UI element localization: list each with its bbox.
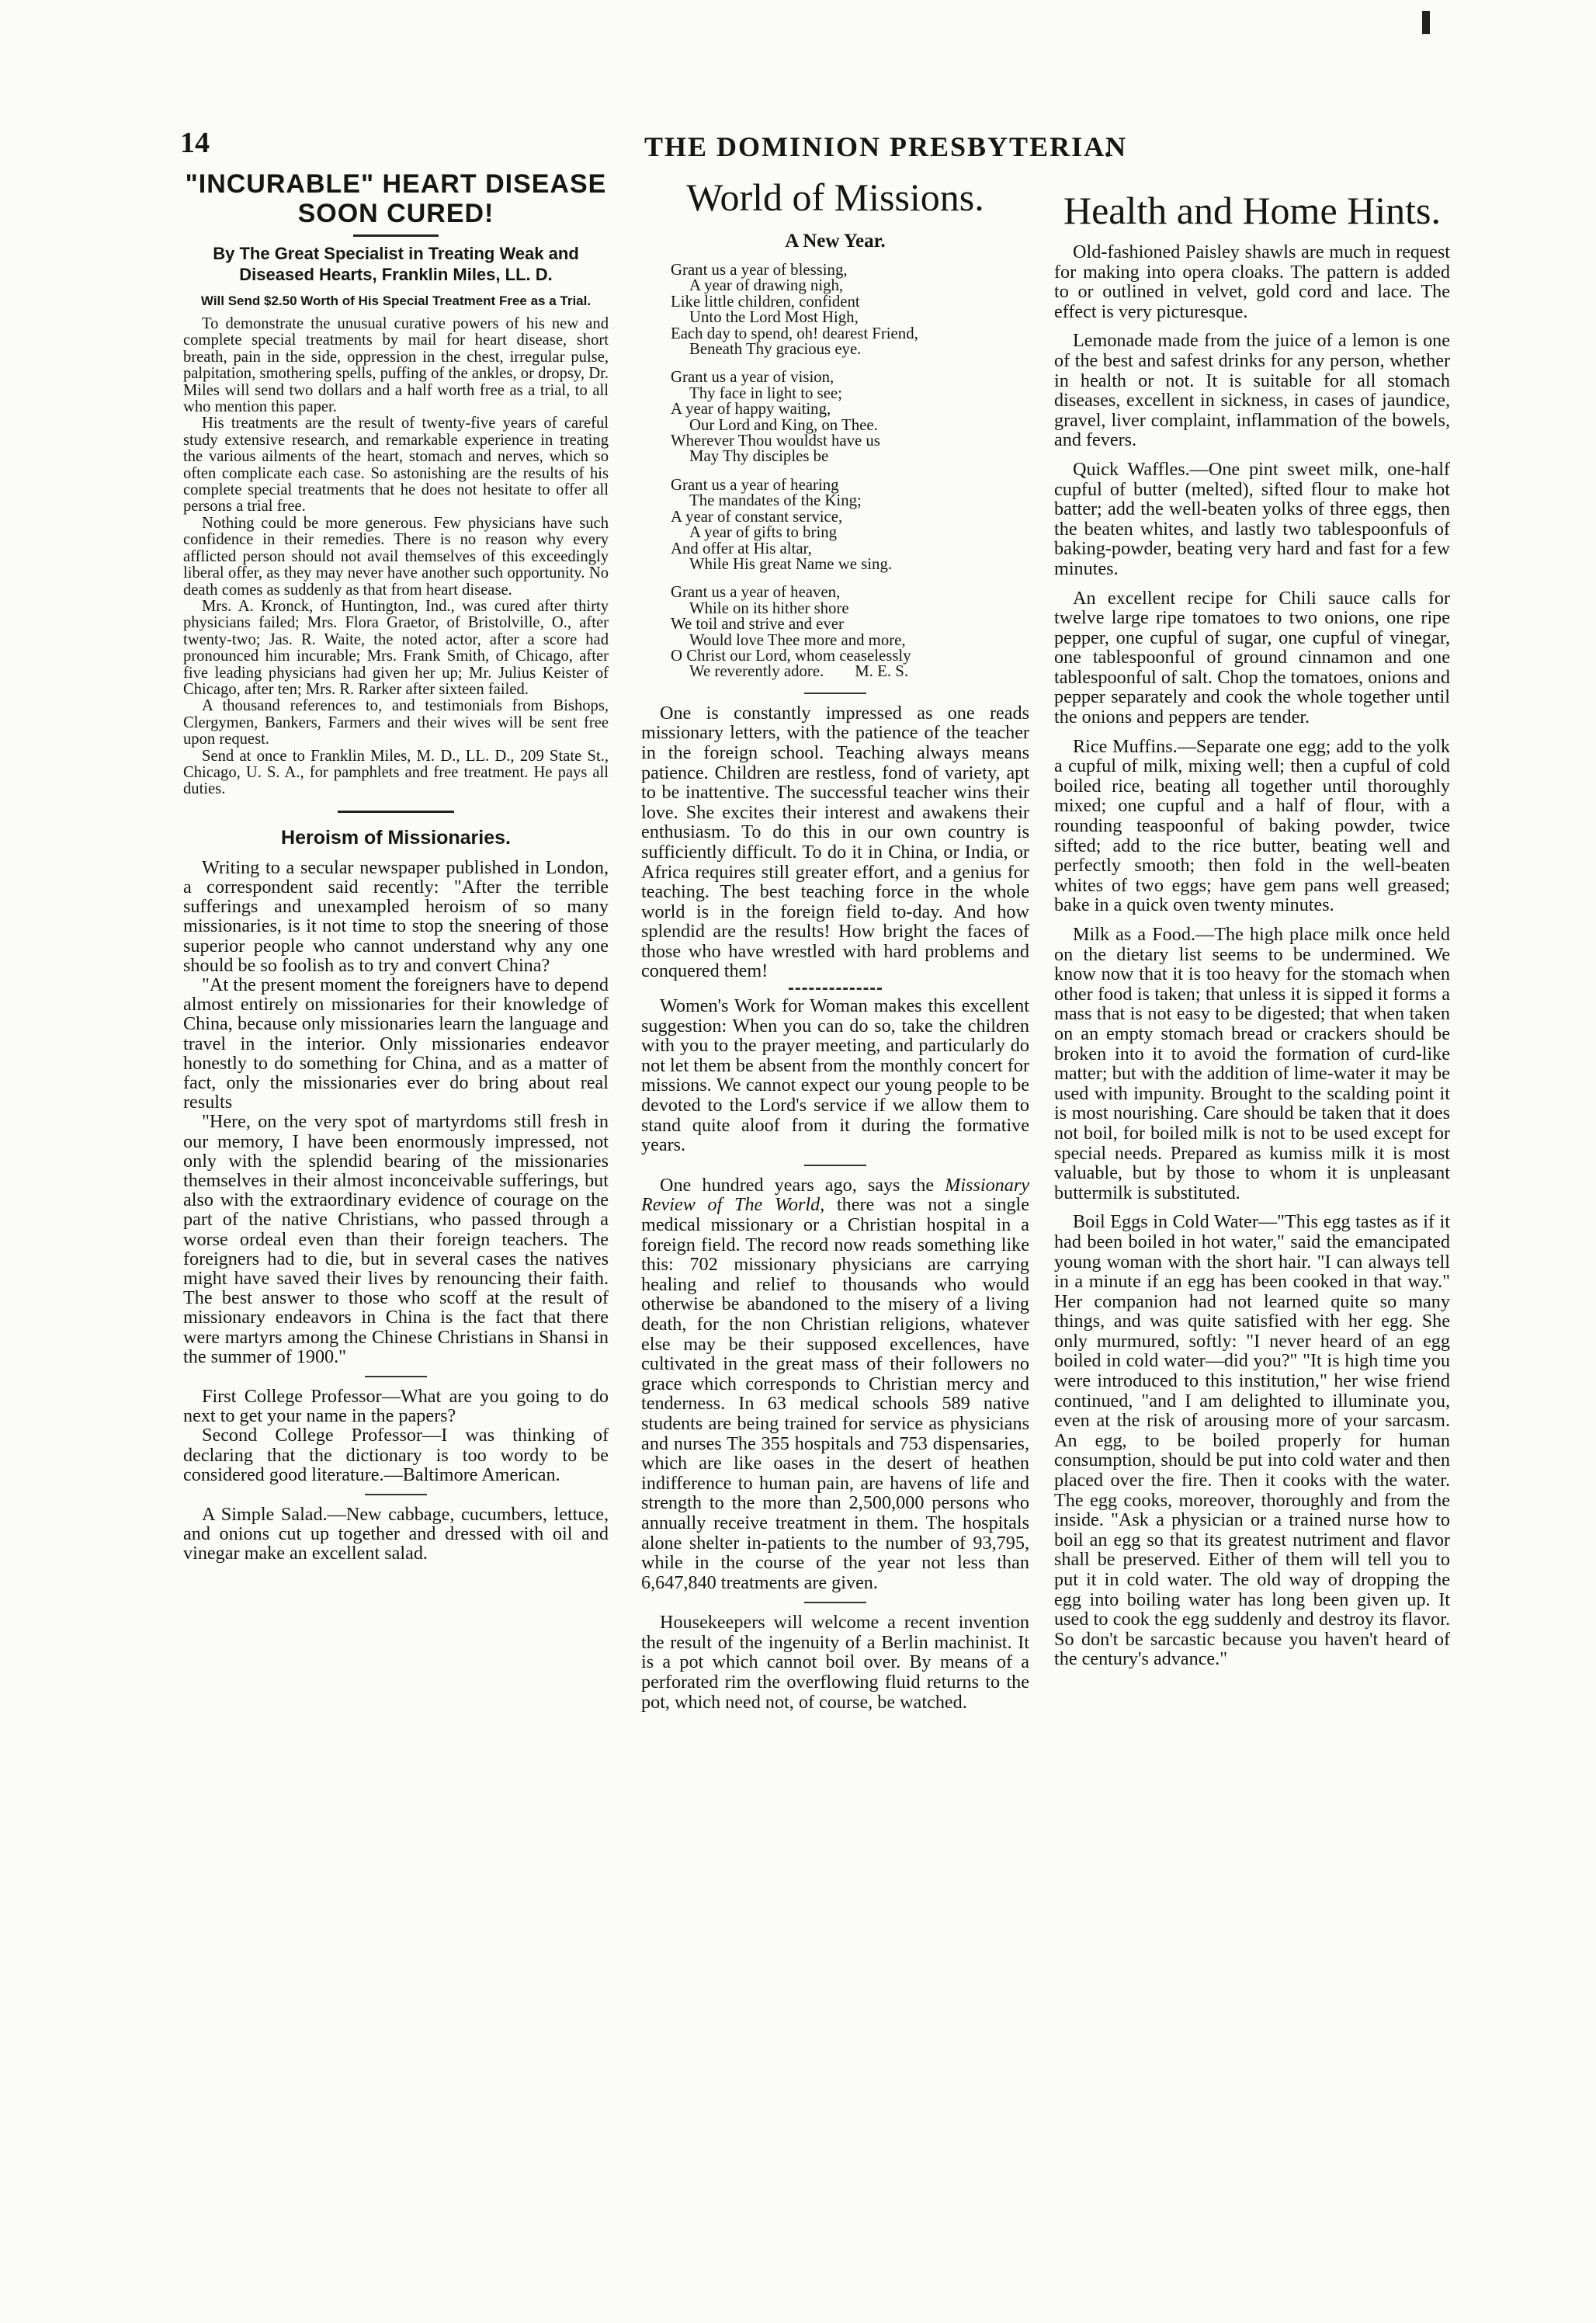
poem-line: Grant us a year of blessing, — [671, 261, 848, 279]
rule — [365, 1494, 427, 1495]
section-title: Health and Home Hints. — [1063, 189, 1441, 232]
section-title: World of Missions. — [686, 175, 984, 219]
hint-paragraph: Boil Eggs in Cold Water—"This egg tastes as if it had been boiled in hot water," said the emancipated young woman with the short hair. "I can always tell in a minute if an egg has been cooked in that way." Her companion had not learned quite so many things, and was quite satisfied with her egg. She only murmured, softly: "I never heard of an egg boiled in cold water—did you?" "It is high time you were introduced to this institution," her wise friend continued, "and I am delighted to illuminate you, even at the risk of arousing more of your sarcasm. An egg, to be boiled properly for human consumption, should be put into cold water and then placed over the fire. Then it cooks with the water. The egg cooks, moreover, thoroughly and from the inside. "Ask a physician or a trained nurse how to boil an egg so that its greatest nutriment and flavor shall be preserved. Either of them will tell you to put it in cold water. The old way of dropping the egg into boiling water has long been given up. It used to cook the egg suddenly and destroy its flavor. So don't be sarcastic because you haven't heard of the century's advance." — [1054, 1211, 1450, 1670]
rule — [804, 1602, 866, 1603]
womens-work-paragraph: Women's Work for Woman makes this excellent suggestion: When you can do so, take the children with you to the prayer meeting, and particularly do not let them be absent from the monthly concert for missions. We cannot expect our young people to be devoted to the Lord's service if we allow them to stand quite aloof from it during the formative years. — [641, 995, 1029, 1156]
heroism-heading: Heroism of Missionaries. — [281, 826, 511, 849]
poem-line: The mandates of the King; — [689, 491, 862, 510]
heroism-paragraph: "At the present moment the foreigners have to depend almost entirely on missionaries for their knowledge of China, because only missionaries learn the language and travel in the interior. Only missionaries endeavor honestly to do something for China, and as a matter of fact, only the missionaries ever do bring about real results — [183, 974, 609, 1113]
page-number: 14 — [180, 127, 210, 159]
poem-line: While His great Name we sing. — [689, 554, 893, 573]
poem-stanza — [671, 477, 1029, 572]
ad-offer: Will Send $2.50 Worth of His Special Treatment Free as a Trial. — [200, 293, 592, 308]
poem-stanza — [671, 262, 1029, 357]
rule — [804, 1165, 866, 1166]
hint-paragraph: Rice Muffins.—Separate one egg; add to the yolk a cupful of milk, mixing well; then a cupful of cold boiled rice, beating all together until thoroughly mixed; one cupful and a half of flour, with a rounding teaspoonful of baking powder, twice sifted; add to the rice butter, beating well and perfectly smooth; then fold in the well-beaten whites of two eggs; have gem pans well greased; bake in a quick oven twenty minutes. — [1054, 735, 1450, 916]
poem-line: Grant us a year of hearing — [671, 475, 839, 494]
poem-line: A year of happy waiting, — [671, 400, 831, 418]
rule — [365, 1376, 427, 1377]
poem-line: A year of constant service, — [671, 507, 843, 526]
poem-signature: M. E. S. — [855, 662, 909, 681]
hint-paragraph: Quick Waffles.—One pint sweet milk, one-half cupful of butter (melted), sifted flour to make hot batter; add the well-beaten yolks of three eggs, then the beaten whites, and lastly two tablespoonfuls of baking-powder, beating very hard and fast for a few minutes. — [1054, 458, 1450, 579]
hint-paragraph: An excellent recipe for Chili sauce calls for twelve large ripe tomatoes to two onions, one ripe pepper, one cupful of sugar, one cupful of vinegar, one tablespoonful of ground cinnamon and one tablespoonful of salt. Chop the tomatoes, onions and pepper separately and cook the whole together until the onions and peppers are tender. — [1054, 587, 1450, 728]
poem-line: Grant us a year of heaven, — [671, 583, 841, 602]
professor-paragraph: First College Professor—What are you going to do next to get your name in the papers? — [183, 1386, 609, 1427]
poem-line: Each day to spend, oh! dearest Friend, — [671, 324, 918, 342]
ad-subhead: By The Great Specialist in Treating Weak and Diseased Hearts, Franklin Miles, LL. D. — [213, 244, 579, 284]
poem-stanza — [671, 585, 1029, 679]
medical-missions-paragraph — [641, 1175, 1029, 1592]
heroism-paragraph: "Here, on the very spot of martyrdoms still fresh in our memory, I have been enormously impressed, not only with the splendid bearing of the missionaries themselves in their almost inconceivable sufferings, but also with the extraordinary evidence of courage on the part of the native Christians, who passed through a worse ordeal even than their foreign teachers. The foreigners had to die, but in several cases the natives might have saved their lives by renouncing their faith. The best answer to those who scoff at the result of missionary endeavors in China is the fact that there were martyrs among the Chinese Christians in Shansi in the summer of 1900." — [183, 1111, 609, 1367]
poem-line: Unto the Lord Most High, — [689, 308, 859, 327]
poem-line: A year of drawing nigh, — [689, 276, 844, 295]
hint-paragraph: Old-fashioned Paisley shawls are much in request for making into opera cloaks. The pattern is added to or outlined in velvet, gold cord and lace. The effect is very picturesque. — [1054, 241, 1450, 322]
hint-paragraph: Lemonade made from the juice of a lemon is one of the best and safest drinks for any person, whether in health or not. It is suitable for all stomach diseases, excellent in sickness, in cases of jaundice, gravel, liver complaint, inflammation of the bowels, and fevers. — [1054, 330, 1450, 451]
poem-line: Would love Thee more and more, — [689, 630, 906, 649]
column-middle — [641, 169, 1029, 1712]
rule — [804, 693, 866, 694]
poem-line: And offer at His altar, — [671, 539, 812, 557]
rule — [338, 811, 454, 813]
heroism-paragraph: Writing to a secular newspaper published in London, a correspondent said recently: "After the terrible sufferings and unexampled heroism of so many missionaries, is it not time to stop the sneering of those superior people who cannot understand why any one should be so foolish as to try and convert China? — [183, 856, 609, 976]
poem-line: Beneath Thy gracious eye. — [689, 340, 862, 359]
housekeepers-paragraph: Housekeepers will welcome a recent invention the result of the ingenuity of a Berlin machinist. It is a pot which cannot boil over. By means of a perforated rim the overflowing fluid returns to the pot, which need not, of course, be watched. — [641, 1612, 1029, 1713]
ad-paragraph: To demonstrate the unusual curative powers of his new and complete special treatments by mail for heart disease, short breath, pain in the side, oppression in the chest, irregular pulse, palpitation, smothering spells, puffing of the ankles, or dropsy, Dr. Miles will send two dollars and a half worth free as a trial, to all who mention this paper. — [183, 315, 609, 416]
poem-line: Grant us a year of vision, — [671, 368, 834, 387]
poem-line: Wherever Thou wouldst have us — [671, 432, 880, 450]
medical-text: there was not a single medical missionary or a Christian hospital in a foreign field. The record now reads something like this: 702 missionary physicians are carrying healing and relief to thousands who would otherwise be abandoned to the misery of a living death, for the non Christian religions, whatever else may be their supposed excellences, have cultivated in the great mass of their followers no grace which corresponds to Christian mercy and tenderness. In 63 medical schools 589 native students are being trained for service as physicians and nurses The 355 hospitals and 753 dispensaries, which are like oases in the desert of heathen indifference to human pain, are havens of life and strength to the more than 2,500,000 persons who annually receive treatment in them. The hospitals alone shelter in-patients to the number of 93,795, while in the course of the year not less than 6,647,840 treatments are given. — [641, 1194, 1030, 1593]
poem-line: We toil and strive and ever — [671, 615, 844, 634]
ad-paragraph: Mrs. A. Kronck, of Huntington, Ind., was cured after thirty physicians failed; Mrs. Flora Graetor, of Bristolville, O., after twenty-two; Jas. R. Waite, the noted actor, after a score had pronounced him incurable; Mrs. Frank Smith, of Chicago, after five leading physicians had given her up; Mr. Julius Keister of Chicago, after ten; Mrs. R. Rarker after sixteen failed. — [183, 597, 609, 698]
professor-paragraph: Second College Professor—I was thinking of declaring that the dictionary is too wordy to be considered good literature.—Baltimore American. — [183, 1425, 609, 1485]
poem-line: A year of gifts to bring — [689, 523, 838, 542]
poem-line: Thy face in light to see; — [689, 384, 842, 402]
ad-paragraph: A thousand references to, and testimonials from Bishops, Clergymen, Bankers, Farmers and their wives will be sent free upon request. — [183, 697, 609, 748]
hint-paragraph: Milk as a Food.—The high place milk once held on the dietary list seems to be undermined. We know now that it is too heavy for the stomach when other food is taken; that unless it is sipped it forms a mass that is not easy to be digested; that when taken on an empty stomach bread or crackers should be broken into it to avoid the formation of curd-like matter; but with the addition of lime-water it may be used with impunity. Brought to the scalding point it is most nourishing. Care should be taken that it does not boil, for boiled milk is not to be used except for special needs. Prepared as kumiss milk it is most valuable, but by those to whom it is unpleasant buttermilk is substituted. — [1054, 924, 1450, 1203]
poem-line: May Thy disciples be — [689, 447, 829, 466]
column-right — [1054, 169, 1450, 1669]
poem-title: A New Year. — [785, 231, 886, 252]
poem-line: We reverently adore. — [689, 662, 824, 681]
teacher-paragraph: One is constantly impressed as one reads missionary letters, with the patience of the teacher in the foreign school. Teaching always means patience. Children are restless, fond of variety, apt to be inattentive. The successful teacher wins their love. She excites their interest and awakens their enthusiasm. To do this in our own country is sufficiently difficult. To do it in China, or India, or Africa requires still greater effort, and a genius for teaching. The best teaching force in the whole world is in the foreign field to-day. And how splendid are the results! How bright the faces of those who have wrestled with hard problems and conquered them! — [641, 702, 1029, 982]
column-left — [183, 169, 609, 1564]
journal-title: Missionary Review of The World, — [641, 1174, 1030, 1216]
poem-line: Our Lord and King, on Thee. — [689, 415, 878, 434]
rule — [353, 234, 439, 237]
rule — [789, 988, 882, 990]
running-head: THE DOMINION PRESBYTERIAN — [644, 131, 1128, 162]
poem-line: Like little children, confident — [671, 292, 860, 311]
ad-paragraph: His treatments are the result of twenty-five years of careful study extensive research, and remarkable experience in treating the various ailments of the heart, stomach and nerves, which so often complicate each case. So astonishing are the results of his complete special treatments that he does not hesitate to offer all persons a trial free. — [183, 415, 609, 516]
scan-edge-mark — [1422, 11, 1430, 34]
poem-line: O Christ our Lord, whom ceaselessly — [671, 646, 911, 665]
poem-stanza — [671, 370, 1029, 464]
ad-headline: "INCURABLE" HEART DISEASE SOON CURED! — [185, 169, 607, 228]
medical-text: One hundred years ago, says the — [660, 1174, 935, 1196]
poem-line: While on its hither shore — [689, 599, 849, 617]
salad-paragraph: A Simple Salad.—New cabbage, cucumbers, lettuce, and onions cut up together and dressed with oil and vinegar make an excellent salad. — [183, 1504, 609, 1564]
ad-paragraph: Nothing could be more generous. Few physicians have such confidence in their remedies. There is no reason why every afflicted person should not avail themselves of this exceedingly liberal offer, as they may never have another such opportunity. No death comes as suddenly as that from heart disease. — [183, 514, 609, 599]
ad-paragraph: Send at once to Franklin Miles, M. D., LL. D., 209 State St., Chicago, U. S. A., for pamphlets and free treatment. He pays all duties. — [183, 747, 609, 798]
